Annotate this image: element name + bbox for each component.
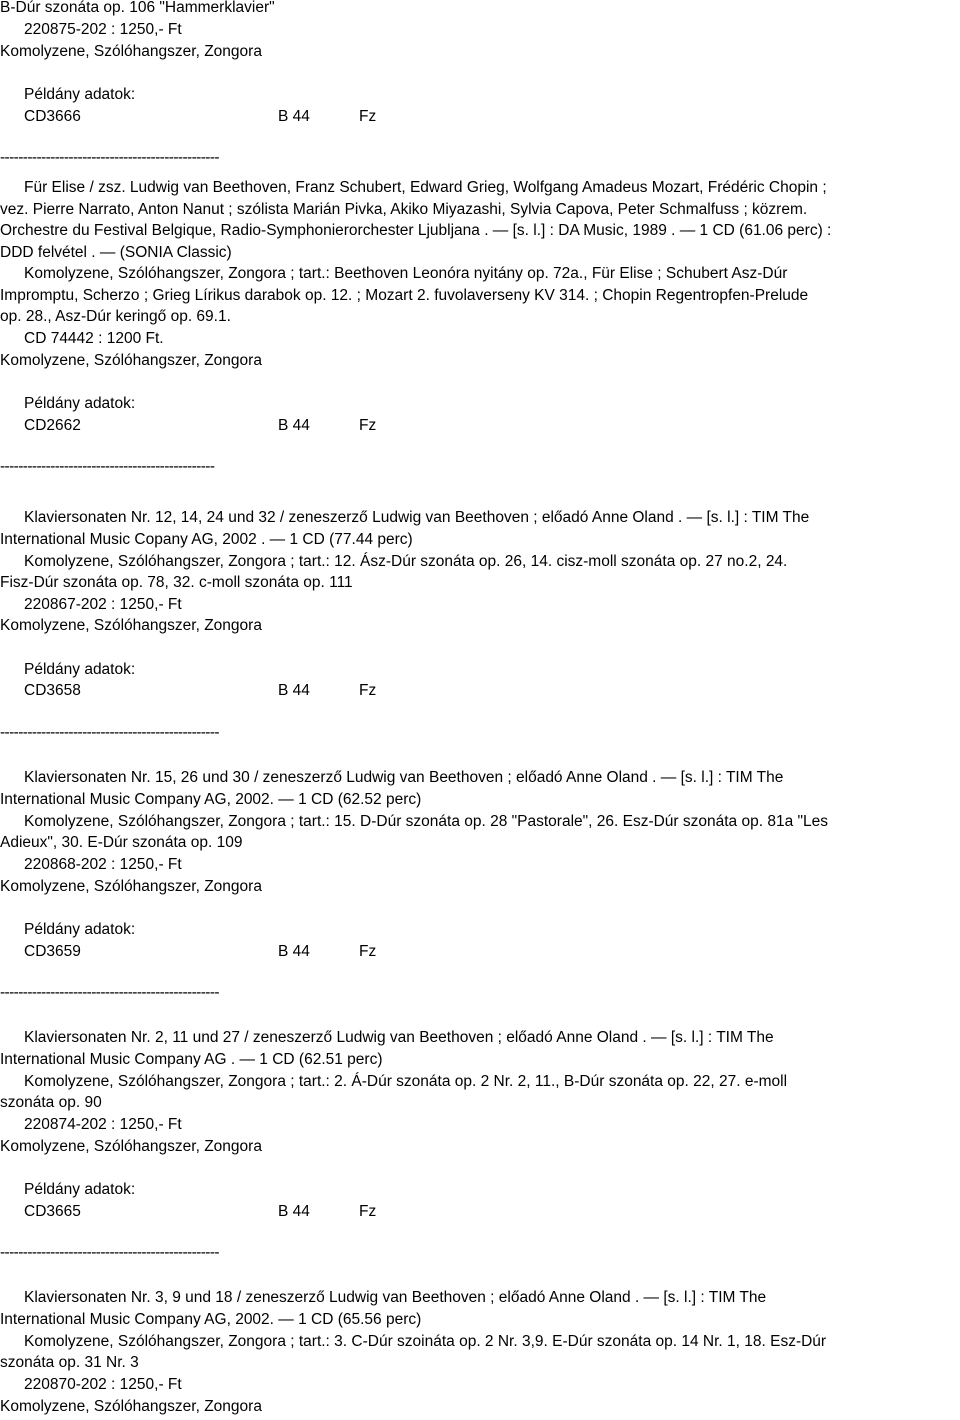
copies-label: Példány adatok: [24,1181,136,1198]
price-line: 220874-202 : 1250,- Ft [24,1116,182,1133]
subject-line: Komolyzene, Szólóhangszer, Zongora [0,1138,262,1155]
record-head-line: szonáta op. 31 Nr. 3 [0,1354,139,1371]
record-separator: ------------------------------------------------ [0,984,219,1001]
copies-label: Példány adatok: [24,661,136,678]
record-separator: ------------------------------------------------ [0,724,219,741]
record-head-line: Komolyzene, Szólóhangszer, Zongora ; tart.: 15. D-Dúr szonáta op. 28 "Pastorale", 26. Esz-Dúr szonáta op. 81a "Les [24,813,828,830]
record-head-line: Für Elise / zsz. Ludwig van Beethoven, Franz Schubert, Edward Grieg, Wolfgang Amadeus Mozart, Frédéric Chopin ; [24,179,827,196]
record-head-line: szonáta op. 90 [0,1094,102,1111]
record-head-line: International Music Company AG, 2002. — 1 CD (65.56 perc) [0,1311,422,1328]
copy-id: CD3666 [24,108,81,125]
record-head-line: Klaviersonaten Nr. 2, 11 und 27 / zeneszerző Ludwig van Beethoven ; előadó Anne Oland . — [s. l.] : TIM The [24,1029,774,1046]
record-head-line: Fisz-Dúr szonáta op. 78, 32. c-moll szonáta op. 111 [0,574,353,591]
record-head-line: op. 28., Asz-Dúr keringő op. 69.1. [0,308,231,325]
record-head-line: Komolyzene, Szólóhangszer, Zongora ; tart.: 2. Á-Dúr szonáta op. 2 Nr. 2, 11., B-Dúr szonáta op. 22, 27. e-moll [24,1073,788,1090]
copy-location: Fz [359,108,377,125]
subject-line: Komolyzene, Szólóhangszer, Zongora [0,617,262,634]
record-head-line: Klaviersonaten Nr. 15, 26 und 30 / zeneszerző Ludwig van Beethoven ; előadó Anne Oland . — [s. l.] : TIM The [24,769,784,786]
record-head-line: Klaviersonaten Nr. 3, 9 und 18 / zeneszerző Ludwig van Beethoven ; előadó Anne Oland . — [s. l.] : TIM The [24,1289,767,1306]
copy-shelf: B 44 [278,943,310,960]
record-head-line: International Music Company AG, 2002. — 1 CD (62.52 perc) [0,791,422,808]
record-head-line: Adieux", 30. E-Dúr szonáta op. 109 [0,834,243,851]
record-head-line: Komolyzene, Szólóhangszer, Zongora ; tart.: 3. C-Dúr szoináta op. 2 Nr. 3,9. E-Dúr szonáta op. 14 Nr. 1, 18. Esz-Dúr [24,1333,827,1350]
record-head-line: B-Dúr szonáta op. 106 "Hammerklavier" [0,0,275,16]
subject-line: Komolyzene, Szólóhangszer, Zongora [0,878,262,895]
price-line: 220875-202 : 1250,- Ft [24,21,182,38]
copy-location: Fz [359,943,377,960]
copy-location: Fz [359,417,377,434]
record-separator: ------------------------------------------------ [0,149,219,166]
record-head-line: International Music Copany AG, 2002 . — 1 CD (77.44 perc) [0,531,413,548]
copy-shelf: B 44 [278,682,310,699]
copy-id: CD3658 [24,682,81,699]
copy-location: Fz [359,1203,377,1220]
copy-id: CD2662 [24,417,81,434]
subject-line: Komolyzene, Szólóhangszer, Zongora [0,1398,262,1415]
copy-id: CD3665 [24,1203,81,1220]
record-head-line: International Music Company AG . — 1 CD (62.51 perc) [0,1051,383,1068]
price-line: CD 74442 : 1200 Ft. [24,330,164,347]
price-line: 220867-202 : 1250,- Ft [24,596,182,613]
record-head-line: vez. Pierre Narrato, Anton Nanut ; szólista Marián Pivka, Akiko Miyazashi, Sylvia Capova, Peter Schmalfuss ; közrem. [0,201,808,218]
copies-label: Példány adatok: [24,86,136,103]
copies-label: Példány adatok: [24,395,136,412]
copies-label: Példány adatok: [24,921,136,938]
record-head-line: Klaviersonaten Nr. 12, 14, 24 und 32 / zeneszerző Ludwig van Beethoven ; előadó Anne Oland . — [s. l.] : TIM The [24,509,810,526]
record-head-line: Orchestre du Festival Belgique, Radio-Symphonierorchester Ljubljana . — [s. l.] : DA Music, 1989 . — 1 CD (61.06 perc) : [0,222,832,239]
copy-shelf: B 44 [278,108,310,125]
copy-location: Fz [359,682,377,699]
record-head-line: DDD felvétel . — (SONIA Classic) [0,244,232,261]
subject-line: Komolyzene, Szólóhangszer, Zongora [0,43,262,60]
price-line: 220870-202 : 1250,- Ft [24,1376,182,1393]
copy-id: CD3659 [24,943,81,960]
record-head-line: Komolyzene, Szólóhangszer, Zongora ; tart.: Beethoven Leonóra nyitány op. 72a., Für Elise ; Schubert Asz-Dúr [24,265,788,282]
record-head-line: Impromptu, Scherzo ; Grieg Lírikus darabok op. 12. ; Mozart 2. fuvolaverseny KV 314. ; Chopin Regentropfen-Prelude [0,287,809,304]
record-head-line: Komolyzene, Szólóhangszer, Zongora ; tart.: 12. Ász-Dúr szonáta op. 26, 14. cisz-moll szonáta op. 27 no.2, 24. [24,553,788,570]
subject-line: Komolyzene, Szólóhangszer, Zongora [0,352,262,369]
record-separator: ----------------------------------------------- [0,458,215,475]
record-separator: ------------------------------------------------ [0,1244,219,1261]
price-line: 220868-202 : 1250,- Ft [24,856,182,873]
copy-shelf: B 44 [278,417,310,434]
copy-shelf: B 44 [278,1203,310,1220]
